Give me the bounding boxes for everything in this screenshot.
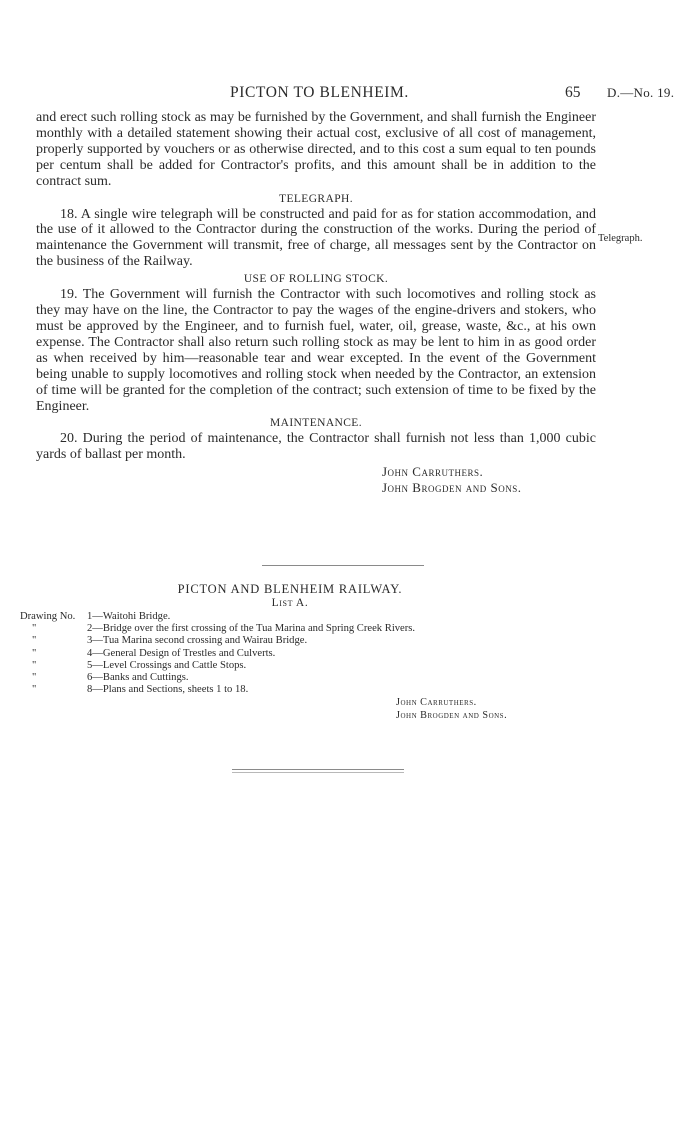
ditto-mark: " <box>32 659 37 671</box>
drawing-text: 1—Waitohi Bridge. <box>87 611 171 622</box>
body-text <box>36 110 596 496</box>
ditto-mark: " <box>32 635 37 647</box>
heading-use-of-rolling-stock: USE OF ROLLING STOCK. <box>243 273 389 286</box>
list-item <box>20 672 660 684</box>
list-item <box>20 648 660 660</box>
margin-note-telegraph: Telegraph. <box>598 233 643 244</box>
drawing-text: 6—Banks and Cuttings. <box>87 672 189 684</box>
list-title: PICTON AND BLENHEIM RAILWAY. <box>177 582 403 596</box>
running-head <box>0 84 700 106</box>
paragraph-18: 18. A single wire telegraph will be constructed and paid for as for station accommodation, and the use of it allowed to the Contractor during the construction of the works. During the period of maintenance the Government will transmit, free of charge, all messages sent by the Contractor on the business of the Railway. <box>36 206 596 270</box>
list-a-section <box>20 582 660 723</box>
closing-rule-secondary <box>232 772 404 773</box>
ditto-mark: " <box>32 672 37 684</box>
list-item <box>20 623 660 635</box>
list-subtitle: List A. <box>271 597 309 609</box>
drawing-list <box>20 611 660 696</box>
signatory-brogden: John Brogden and Sons. <box>382 480 522 496</box>
list-signatory-brogden: John Brogden and Sons. <box>396 710 508 722</box>
list-item <box>20 660 660 672</box>
running-title: PICTON TO BLENHEIM. <box>230 84 409 101</box>
document-reference: D.—No. 19. <box>607 85 675 100</box>
list-signatory-carruthers: John Carruthers. <box>396 697 477 709</box>
paragraph-intro: and erect such rolling stock as may be furnished by the Government, and shall furnish the Engineer monthly with a detailed statement showing their actual cost, exclusive of all cost of management, properly supported by vouchers or as otherwise directed, and to this cost a sum equal to ten pounds per centum shall be added for Contractor's profits, and this amount shall be in addition to the contract sum. <box>36 110 596 189</box>
drawing-text: 2—Bridge over the first crossing of the Tua Marina and Spring Creek Rivers. <box>87 623 416 635</box>
drawing-text: 8—Plans and Sections, sheets 1 to 18. <box>87 684 249 696</box>
drawing-text: 3—Tua Marina second crossing and Wairau Bridge. <box>87 635 308 647</box>
list-signature-block <box>20 697 660 722</box>
list-item <box>20 635 660 647</box>
ditto-mark: " <box>32 623 37 635</box>
signatory-carruthers: John Carruthers. <box>382 464 484 480</box>
list-item <box>20 684 660 696</box>
drawing-lead: Drawing No. <box>20 611 76 622</box>
drawing-text: 4—General Design of Trestles and Culverts. <box>87 647 276 659</box>
paragraph-19: 19. The Government will furnish the Contractor with such locomotives and rolling stock as they may have on the line, the Contractor to pay the wages of the engine-drivers and stokers, who must be approved by the Engineer, and to furnish fuel, water, oil, grease, waste, &c., at his own expense. The Contractor shall also return such rolling stock as may be lent to him in as good order as when received by him—reasonable tear and wear excepted. In the event of the Government being unable to supply locomotives and rolling stock when needed by the Contractor, an extension of time will be granted for the completion of the contract; such extension of time to be fixed by the Engineer. <box>36 287 596 414</box>
list-item <box>20 611 660 623</box>
drawing-text: 5—Level Crossings and Cattle Stops. <box>87 659 247 671</box>
heading-maintenance: MAINTENANCE. <box>270 417 362 430</box>
page-number: 65 <box>565 84 581 101</box>
paragraph-20: 20. During the period of maintenance, the Contractor shall furnish not less than 1,000 cubic yards of ballast per month. <box>36 431 596 463</box>
divider-rule <box>262 565 424 566</box>
ditto-mark: " <box>32 684 37 696</box>
closing-rule <box>232 769 404 770</box>
signature-block <box>36 464 596 496</box>
heading-telegraph: TELEGRAPH. <box>279 192 353 205</box>
ditto-mark: " <box>32 647 37 659</box>
